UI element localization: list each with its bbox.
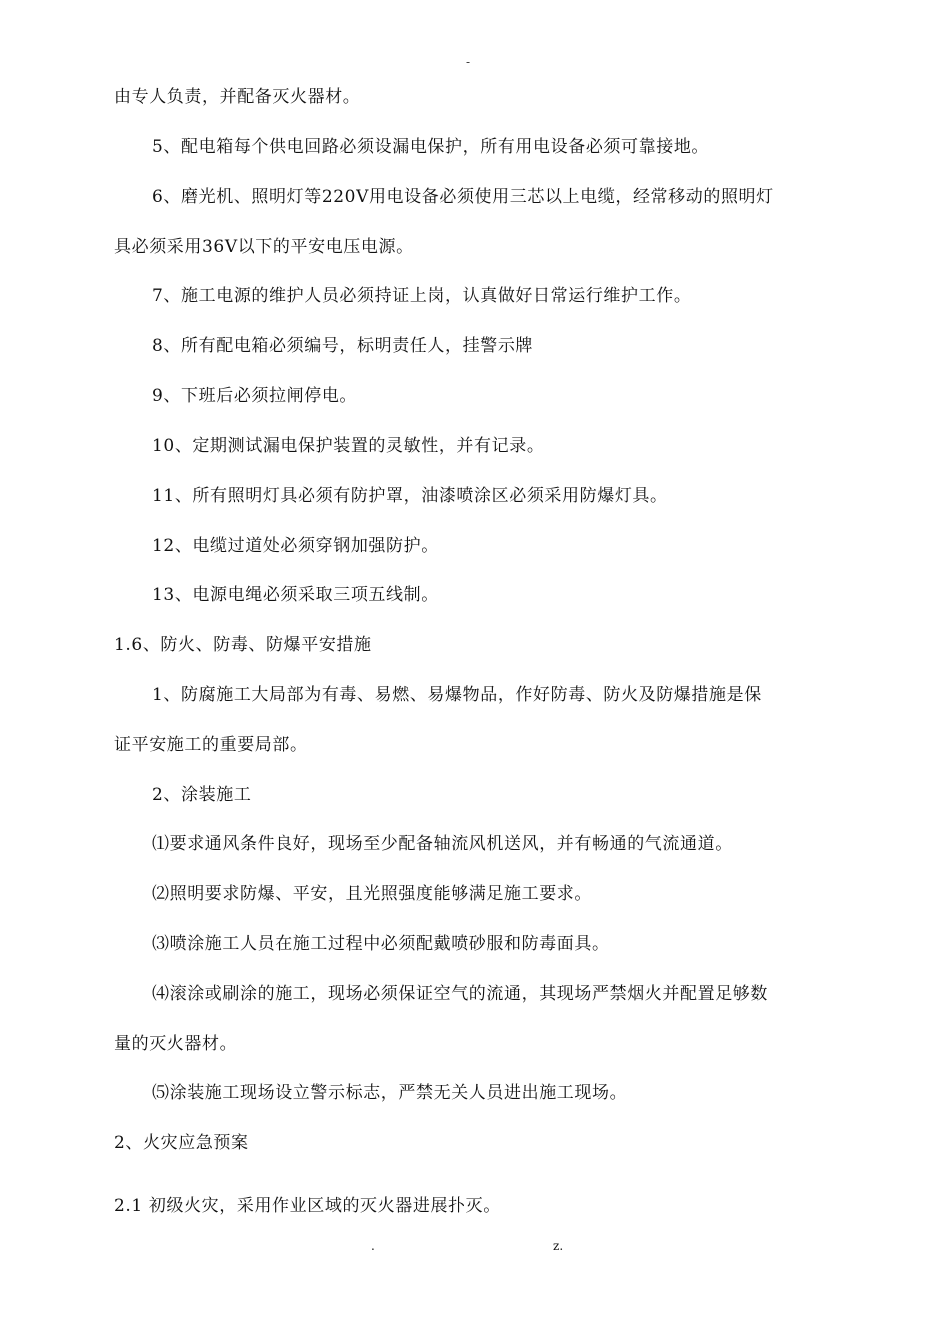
text-line: 2、涂装施工 [152,785,252,805]
text-line: 证平安施工的重要局部。 [114,735,308,755]
text-line: 10、定期测试漏电保护装置的灵敏性，并有记录。 [152,436,545,456]
text-line: 1、防腐施工大局部为有毒、易燃、易爆物品，作好防毒、防火及防爆措施是保 [152,685,762,705]
text-line: 13、电源电绳必须采取三项五线制。 [152,585,439,605]
subsection-heading: 2.1 初级火灾，采用作业区域的灭火器进展扑灭。 [114,1196,501,1216]
text-line: ⑴要求通风条件良好，现场至少配备轴流风机送风，并有畅通的气流通道。 [152,834,733,854]
text-line: ⑷滚涂或刷涂的施工，现场必须保证空气的流通，其现场严禁烟火并配置足够数 [152,984,768,1004]
section-heading: 1.6、防火、防毒、防爆平安措施 [114,635,372,655]
text-line: 7、施工电源的维护人员必须持证上岗，认真做好日常运行维护工作。 [152,286,692,306]
text-line: 6、磨光机、照明灯等220V用电设备必须使用三芯以上电缆，经常移动的照明灯 [152,187,774,207]
header-mark: - [466,55,471,69]
text-line: 由专人负责，并配备灭火器材。 [114,87,361,107]
text-line: 9、下班后必须拉闸停电。 [152,386,358,406]
text-line: 具必须采用36V以下的平安电压电源。 [114,237,414,257]
text-line: 11、所有照明灯具必须有防护罩，油漆喷涂区必须采用防爆灯具。 [152,486,668,506]
section-heading: 2、火灾应急预案 [114,1133,249,1153]
footer-mark: z. [553,1239,564,1253]
footer-dot: . [371,1239,375,1253]
text-line: 5、配电箱每个供电回路必须设漏电保护，所有用电设备必须可靠接地。 [152,137,710,157]
text-line: 12、电缆过道处必须穿钢加强防护。 [152,536,439,556]
text-line: ⑵照明要求防爆、平安，且光照强度能够满足施工要求。 [152,884,592,904]
text-line: 8、所有配电箱必须编号，标明责任人，挂警示牌 [152,336,534,356]
text-line: ⑸涂装施工现场设立警示标志，严禁无关人员进出施工现场。 [152,1083,628,1103]
text-line: ⑶喷涂施工人员在施工过程中必须配戴喷砂服和防毒面具。 [152,934,610,954]
text-line: 量的灭火器材。 [114,1034,238,1054]
